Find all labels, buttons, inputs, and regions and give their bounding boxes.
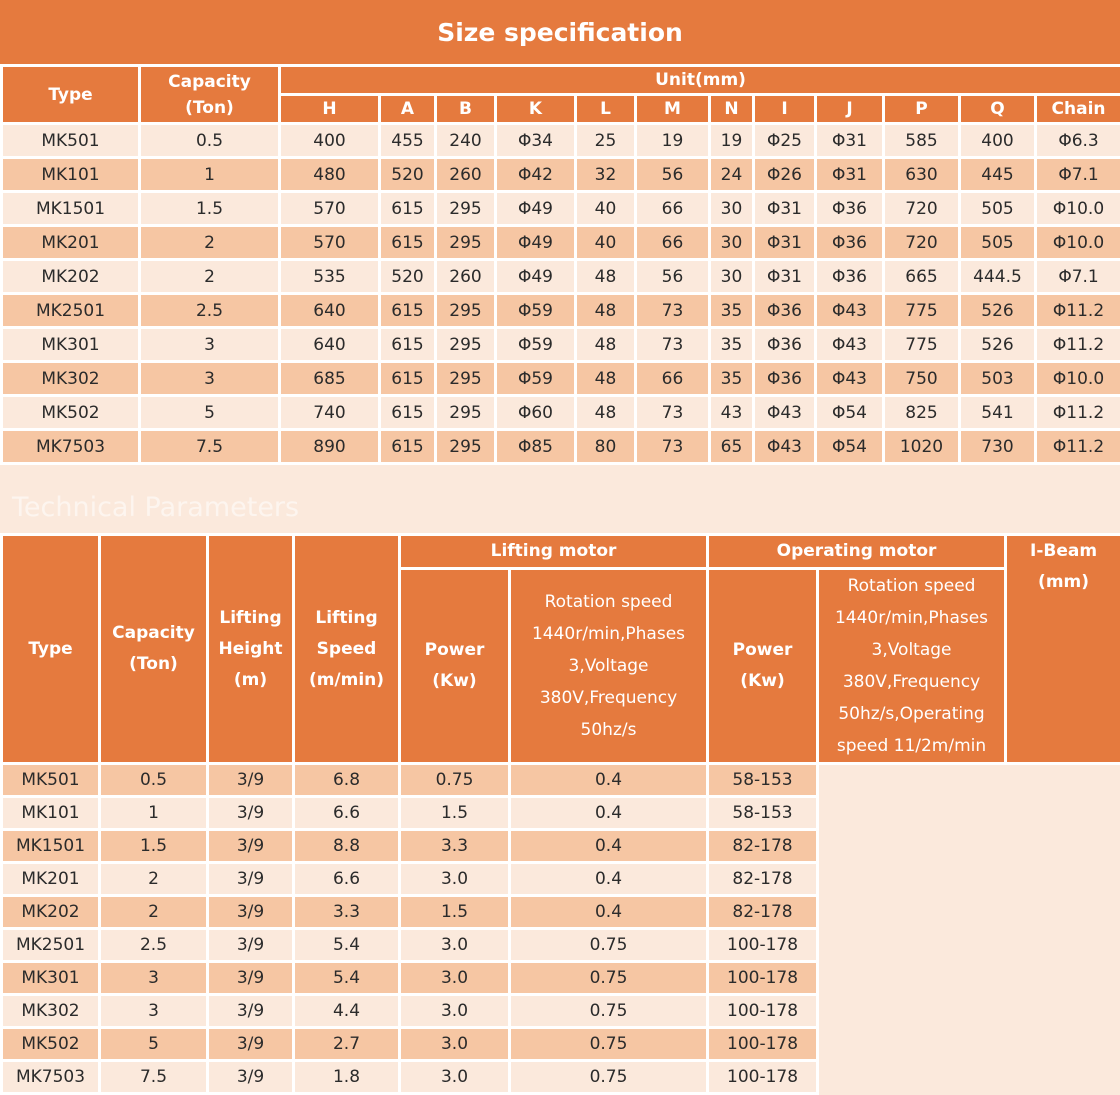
- table-cell: Φ31: [754, 226, 816, 260]
- table-cell: Φ49: [496, 192, 576, 226]
- table-cell: 82-178: [708, 830, 818, 863]
- table-cell: Φ10.0: [1036, 362, 1120, 396]
- table-cell: 615: [380, 430, 436, 464]
- table-cell: 2: [140, 226, 280, 260]
- spec-header-unit: Unit(mm): [280, 66, 1120, 95]
- table-cell: MK101: [2, 158, 140, 192]
- table-cell: MK101: [2, 797, 100, 830]
- table-cell: 630: [884, 158, 960, 192]
- table-cell: 2.7: [294, 1028, 400, 1061]
- table-cell: 505: [960, 226, 1036, 260]
- table-cell: 66: [636, 192, 710, 226]
- table-cell: 0.4: [510, 863, 708, 896]
- table-cell: 73: [636, 294, 710, 328]
- table-cell: Φ36: [816, 192, 884, 226]
- table-cell: 0.4: [510, 830, 708, 863]
- table-cell: 66: [636, 226, 710, 260]
- table-cell: Φ31: [816, 158, 884, 192]
- table-cell: 3: [100, 962, 208, 995]
- table-cell: 56: [636, 260, 710, 294]
- table-cell: 3/9: [208, 962, 294, 995]
- table-cell: Φ85: [496, 430, 576, 464]
- table-row: [2, 192, 1120, 226]
- tech-header-lifting-power-label: Power: [401, 635, 508, 666]
- spec-col-header-j: J: [816, 95, 884, 124]
- table-cell: 585: [884, 124, 960, 158]
- note-line: 50hz/s,Operating: [825, 698, 998, 730]
- table-cell: 526: [960, 294, 1036, 328]
- table-cell: Φ36: [816, 260, 884, 294]
- table-row: [2, 962, 1120, 995]
- table-cell: 19: [710, 124, 754, 158]
- table-cell: Φ43: [816, 294, 884, 328]
- tech-header-lifting-speed: [294, 535, 400, 764]
- tech-header-ibeam-label: I-Beam: [1007, 536, 1120, 567]
- table-cell: 8.8: [294, 830, 400, 863]
- table-cell: 0.4: [510, 764, 708, 797]
- table-cell: 3: [140, 328, 280, 362]
- table-cell: MK301: [2, 328, 140, 362]
- spec-col-header-q: Q: [960, 95, 1036, 124]
- table-row: [2, 929, 1120, 962]
- tech-header-operating-power: [708, 569, 818, 764]
- table-cell: MK2501: [2, 294, 140, 328]
- table-cell: 750: [884, 362, 960, 396]
- table-cell: Φ34: [496, 124, 576, 158]
- table-cell: 0.5: [140, 124, 280, 158]
- table-cell: 48: [576, 328, 636, 362]
- table-cell: 5: [140, 396, 280, 430]
- table-cell: 615: [380, 396, 436, 430]
- table-cell: 890: [280, 430, 380, 464]
- operating-motor-note: [818, 569, 1006, 764]
- table-cell: 3/9: [208, 1028, 294, 1061]
- table-cell: 1.5: [400, 896, 510, 929]
- table-cell: 3/9: [208, 1061, 294, 1094]
- table-cell: 615: [380, 362, 436, 396]
- spec-header-capacity-label: Capacity: [141, 69, 278, 95]
- table-cell: 3.0: [400, 929, 510, 962]
- tech-table-body: [2, 764, 1120, 1094]
- table-cell: 541: [960, 396, 1036, 430]
- table-row: [2, 158, 1120, 192]
- tech-params-table: [0, 533, 1120, 1095]
- table-row: [2, 863, 1120, 896]
- tech-header-lifting-speed-l2: Speed: [295, 634, 398, 665]
- note-line: 3,Voltage: [517, 650, 700, 682]
- table-cell: 400: [280, 124, 380, 158]
- table-cell: Φ42: [496, 158, 576, 192]
- table-cell: 1.5: [140, 192, 280, 226]
- spec-col-header-p: P: [884, 95, 960, 124]
- table-cell: 25: [576, 124, 636, 158]
- table-cell: Φ31: [754, 260, 816, 294]
- tech-header-ibeam-unit: (mm): [1007, 567, 1120, 598]
- table-cell: 35: [710, 328, 754, 362]
- spec-header-capacity-unit: (Ton): [141, 95, 278, 121]
- table-cell: 7.5: [100, 1061, 208, 1094]
- table-cell: MK7503: [2, 430, 140, 464]
- table-cell: MK1501: [2, 830, 100, 863]
- table-cell: 615: [380, 192, 436, 226]
- table-cell: 3.0: [400, 962, 510, 995]
- tech-header-lifting-height-l1: Lifting: [209, 603, 292, 634]
- table-cell: 400: [960, 124, 1036, 158]
- note-line: 3,Voltage: [825, 634, 998, 666]
- table-cell: 640: [280, 328, 380, 362]
- table-cell: 58-153: [708, 764, 818, 797]
- spec-col-header-a: A: [380, 95, 436, 124]
- table-cell: 30: [710, 260, 754, 294]
- table-cell: 295: [436, 192, 496, 226]
- spec-col-header-m: M: [636, 95, 710, 124]
- table-row: [2, 1028, 1120, 1061]
- table-cell: MK202: [2, 896, 100, 929]
- table-cell: Φ11.2: [1036, 430, 1120, 464]
- table-cell: MK7503: [2, 1061, 100, 1094]
- tech-header-operating-power-label: Power: [709, 635, 816, 666]
- table-cell: 3.3: [400, 830, 510, 863]
- table-cell: 3.0: [400, 1028, 510, 1061]
- table-cell: 0.75: [510, 962, 708, 995]
- table-cell: 3/9: [208, 995, 294, 1028]
- table-cell: 5: [100, 1028, 208, 1061]
- table-row: [2, 430, 1120, 464]
- note-line: 380V,Frequency: [517, 682, 700, 714]
- spec-col-header-b: B: [436, 95, 496, 124]
- table-cell: 3.3: [294, 896, 400, 929]
- table-cell: MK1501: [2, 192, 140, 226]
- table-row: [2, 830, 1120, 863]
- tech-header-lifting-motor: Lifting motor: [400, 535, 708, 569]
- table-cell: 520: [380, 260, 436, 294]
- table-cell: 30: [710, 226, 754, 260]
- table-cell: 535: [280, 260, 380, 294]
- table-cell: 19: [636, 124, 710, 158]
- table-cell: MK501: [2, 124, 140, 158]
- table-cell: 3/9: [208, 929, 294, 962]
- table-cell: 24: [710, 158, 754, 192]
- tech-header-lifting-speed-l1: Lifting: [295, 603, 398, 634]
- table-cell: 640: [280, 294, 380, 328]
- table-cell: 3: [140, 362, 280, 396]
- table-cell: 730: [960, 430, 1036, 464]
- table-cell: 0.75: [510, 1061, 708, 1094]
- table-cell: 520: [380, 158, 436, 192]
- table-cell: Φ36: [816, 226, 884, 260]
- table-cell: 3.0: [400, 995, 510, 1028]
- table-cell: 3/9: [208, 863, 294, 896]
- table-cell: 65: [710, 430, 754, 464]
- size-spec-title: Size specification: [0, 0, 1120, 64]
- table-cell: 295: [436, 328, 496, 362]
- table-cell: 3/9: [208, 830, 294, 863]
- table-cell: 56: [636, 158, 710, 192]
- table-cell: 0.4: [510, 896, 708, 929]
- tech-header-lifting-height-unit: (m): [209, 665, 292, 696]
- table-cell: Φ7.1: [1036, 260, 1120, 294]
- spec-col-header-n: N: [710, 95, 754, 124]
- spec-col-header-h: H: [280, 95, 380, 124]
- table-row: [2, 226, 1120, 260]
- table-cell: 720: [884, 226, 960, 260]
- table-cell: MK201: [2, 863, 100, 896]
- tech-header-ibeam: [1006, 535, 1120, 764]
- table-cell: 1.5: [400, 797, 510, 830]
- table-cell: 3/9: [208, 896, 294, 929]
- tech-header-capacity-label: Capacity: [101, 618, 206, 649]
- table-cell: Φ11.2: [1036, 294, 1120, 328]
- spec-header-capacity: [140, 66, 280, 124]
- table-row: [2, 124, 1120, 158]
- tech-header-capacity: [100, 535, 208, 764]
- table-cell: 720: [884, 192, 960, 226]
- table-cell: 82-178: [708, 863, 818, 896]
- table-cell: Φ59: [496, 362, 576, 396]
- table-cell: MK301: [2, 962, 100, 995]
- table-cell: Φ43: [754, 430, 816, 464]
- table-cell: MK302: [2, 362, 140, 396]
- table-cell: 665: [884, 260, 960, 294]
- table-cell: Φ31: [754, 192, 816, 226]
- table-cell: 0.75: [510, 1028, 708, 1061]
- table-cell: 295: [436, 226, 496, 260]
- table-cell: 1020: [884, 430, 960, 464]
- table-row: [2, 995, 1120, 1028]
- note-line: Rotation speed: [825, 570, 998, 602]
- table-cell: 6.6: [294, 797, 400, 830]
- table-cell: 80: [576, 430, 636, 464]
- table-cell: 30: [710, 192, 754, 226]
- table-cell: 48: [576, 396, 636, 430]
- table-row: [2, 764, 1120, 797]
- table-cell: 6.8: [294, 764, 400, 797]
- table-cell: 615: [380, 294, 436, 328]
- table-cell: MK201: [2, 226, 140, 260]
- table-cell: 775: [884, 294, 960, 328]
- table-cell: 1: [100, 797, 208, 830]
- table-cell: 295: [436, 430, 496, 464]
- table-cell: 2: [100, 863, 208, 896]
- table-cell: Φ10.0: [1036, 226, 1120, 260]
- table-cell: 1.5: [100, 830, 208, 863]
- note-line: 1440r/min,Phases: [825, 602, 998, 634]
- table-cell: 66: [636, 362, 710, 396]
- table-cell: MK2501: [2, 929, 100, 962]
- note-line: speed 11/2m/min: [825, 730, 998, 762]
- table-cell: 5.4: [294, 929, 400, 962]
- table-cell: 240: [436, 124, 496, 158]
- table-cell: 40: [576, 192, 636, 226]
- table-cell: 100-178: [708, 1028, 818, 1061]
- table-cell: 0.75: [510, 995, 708, 1028]
- table-cell: 570: [280, 226, 380, 260]
- table-cell: 1.8: [294, 1061, 400, 1094]
- table-cell: Φ49: [496, 260, 576, 294]
- table-cell: 3/9: [208, 797, 294, 830]
- table-cell: 100-178: [708, 962, 818, 995]
- table-cell: 32: [576, 158, 636, 192]
- table-row: [2, 797, 1120, 830]
- spec-table-body: [2, 124, 1120, 464]
- table-cell: Φ36: [754, 328, 816, 362]
- table-cell: 4.4: [294, 995, 400, 1028]
- table-cell: 740: [280, 396, 380, 430]
- size-spec-table: [0, 64, 1120, 465]
- table-cell: 526: [960, 328, 1036, 362]
- table-cell: 100-178: [708, 929, 818, 962]
- tech-header-lifting-height-l2: Height: [209, 634, 292, 665]
- table-cell: 58-153: [708, 797, 818, 830]
- table-cell: 2: [140, 260, 280, 294]
- tech-header-operating-power-unit: (Kw): [709, 666, 816, 697]
- table-cell: 100-178: [708, 1061, 818, 1094]
- table-cell: 775: [884, 328, 960, 362]
- table-cell: 260: [436, 158, 496, 192]
- table-cell: 73: [636, 430, 710, 464]
- table-cell: Φ43: [754, 396, 816, 430]
- table-cell: 825: [884, 396, 960, 430]
- table-cell: 2.5: [100, 929, 208, 962]
- table-cell: 505: [960, 192, 1036, 226]
- table-cell: Φ60: [496, 396, 576, 430]
- table-cell: 455: [380, 124, 436, 158]
- table-cell: 3.0: [400, 1061, 510, 1094]
- table-cell: 480: [280, 158, 380, 192]
- table-cell: Φ36: [754, 294, 816, 328]
- table-cell: Φ11.2: [1036, 396, 1120, 430]
- table-cell: 295: [436, 362, 496, 396]
- spec-col-header-chain: Chain: [1036, 95, 1120, 124]
- table-cell: 295: [436, 294, 496, 328]
- table-cell: 0.4: [510, 797, 708, 830]
- tech-header-capacity-unit: (Ton): [101, 649, 206, 680]
- table-cell: MK202: [2, 260, 140, 294]
- table-cell: 0.75: [510, 929, 708, 962]
- table-cell: 260: [436, 260, 496, 294]
- table-cell: Φ43: [816, 328, 884, 362]
- tech-header-operating-motor: Operating motor: [708, 535, 1006, 569]
- table-cell: 35: [710, 294, 754, 328]
- table-cell: Φ59: [496, 294, 576, 328]
- table-cell: 615: [380, 226, 436, 260]
- spec-col-header-k: K: [496, 95, 576, 124]
- tech-header-lifting-speed-unit: (m/min): [295, 665, 398, 696]
- table-cell: 503: [960, 362, 1036, 396]
- table-row: [2, 396, 1120, 430]
- table-cell: Φ59: [496, 328, 576, 362]
- table-cell: 685: [280, 362, 380, 396]
- table-row: [2, 362, 1120, 396]
- table-cell: Φ36: [754, 362, 816, 396]
- table-cell: Φ26: [754, 158, 816, 192]
- lifting-motor-note: [510, 569, 708, 764]
- table-cell: 35: [710, 362, 754, 396]
- table-row: [2, 896, 1120, 929]
- table-cell: MK302: [2, 995, 100, 1028]
- table-cell: 48: [576, 362, 636, 396]
- tech-params-title: Technical Parameters: [0, 465, 1120, 533]
- tech-header-lifting-height: [208, 535, 294, 764]
- table-cell: 73: [636, 396, 710, 430]
- table-cell: Φ54: [816, 430, 884, 464]
- table-row: [2, 260, 1120, 294]
- tech-header-lifting-power-unit: (Kw): [401, 666, 508, 697]
- table-cell: 2: [100, 896, 208, 929]
- table-cell: 48: [576, 260, 636, 294]
- table-cell: 40: [576, 226, 636, 260]
- table-cell: MK501: [2, 764, 100, 797]
- table-cell: 444.5: [960, 260, 1036, 294]
- table-row: [2, 328, 1120, 362]
- table-cell: 3: [100, 995, 208, 1028]
- tech-header-lifting-power: [400, 569, 510, 764]
- table-cell: 73: [636, 328, 710, 362]
- table-cell: 3/9: [208, 764, 294, 797]
- table-cell: 0.5: [100, 764, 208, 797]
- table-cell: 295: [436, 396, 496, 430]
- table-cell: Φ11.2: [1036, 328, 1120, 362]
- table-cell: Φ43: [816, 362, 884, 396]
- table-cell: 615: [380, 328, 436, 362]
- table-cell: Φ54: [816, 396, 884, 430]
- table-cell: 6.6: [294, 863, 400, 896]
- note-line: 1440r/min,Phases: [517, 618, 700, 650]
- table-cell: 7.5: [140, 430, 280, 464]
- tech-header-type: Type: [2, 535, 100, 764]
- table-cell: Φ49: [496, 226, 576, 260]
- table-row: [2, 1061, 1120, 1094]
- note-line: Rotation speed: [517, 586, 700, 618]
- table-cell: 82-178: [708, 896, 818, 929]
- spec-col-header-l: L: [576, 95, 636, 124]
- table-cell: 43: [710, 396, 754, 430]
- table-cell: MK502: [2, 1028, 100, 1061]
- table-cell: Φ6.3: [1036, 124, 1120, 158]
- table-cell: 445: [960, 158, 1036, 192]
- note-line: 50hz/s: [517, 714, 700, 746]
- spec-col-header-i: I: [754, 95, 816, 124]
- table-cell: 100-178: [708, 995, 818, 1028]
- table-cell: Φ10.0: [1036, 192, 1120, 226]
- note-line: 380V,Frequency: [825, 666, 998, 698]
- table-cell: 48: [576, 294, 636, 328]
- table-cell: 1: [140, 158, 280, 192]
- table-cell: 3.0: [400, 863, 510, 896]
- table-cell: MK502: [2, 396, 140, 430]
- table-cell: 5.4: [294, 962, 400, 995]
- table-cell: 570: [280, 192, 380, 226]
- table-cell: 0.75: [400, 764, 510, 797]
- table-cell: Φ31: [816, 124, 884, 158]
- table-cell: 2.5: [140, 294, 280, 328]
- spec-header-type: Type: [2, 66, 140, 124]
- table-cell: Φ7.1: [1036, 158, 1120, 192]
- table-cell: Φ25: [754, 124, 816, 158]
- table-row: [2, 294, 1120, 328]
